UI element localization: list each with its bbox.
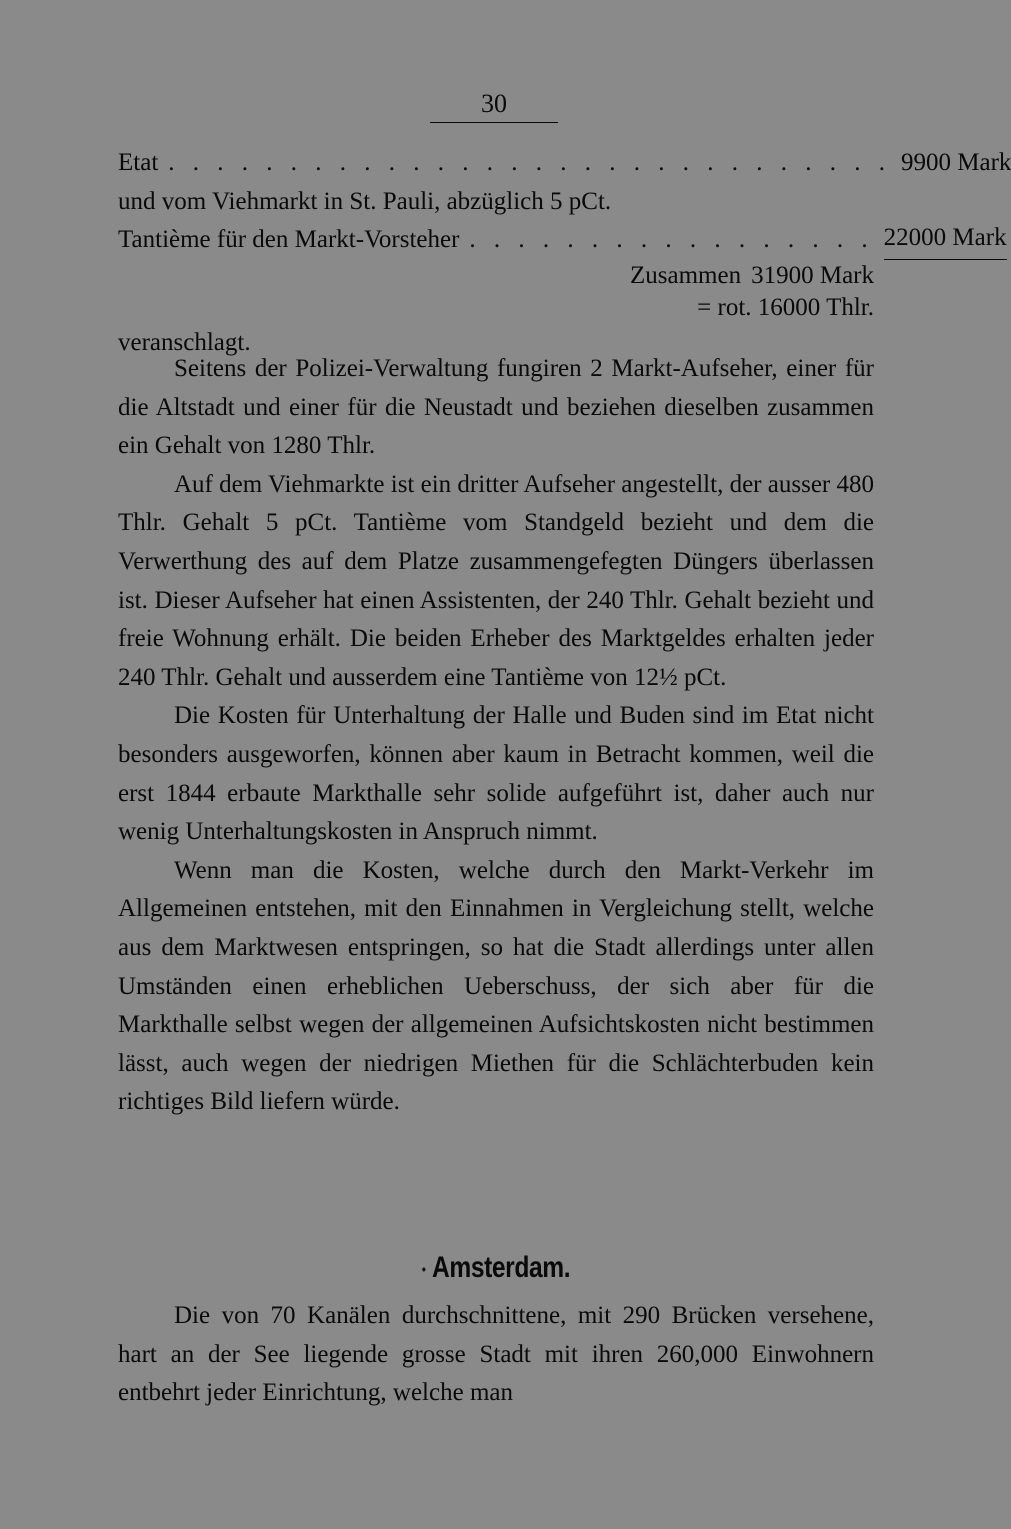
ledger-total-label: Zusammen bbox=[630, 261, 742, 289]
budget-ledger bbox=[118, 144, 1011, 362]
ledger-text-viehmarkt: und vom Viehmarkt in St. Pauli, abzüglich 5 pCt. bbox=[118, 187, 612, 215]
paragraph-amsterdam: Die von 70 Kanälen durchschnittene, mit 290 Brücken versehene, hart an der See liegende grosse Stadt mit ihren 260,000 Einwohnern entbehrt jeder Einrichtung, welche man bbox=[118, 1302, 874, 1407]
paragraph-kosten: Die Kosten für Unterhaltung der Halle und Buden sind im Etat nicht besonders ausgeworfen, können aber kaum in Betracht kommen, weil die erst 1844 erbaute Markthalle sehr solide aufgeführt ist, daher auch nur wenig Unterhaltungskosten in Anspruch nimmt. bbox=[118, 702, 874, 846]
book-page bbox=[118, 0, 1011, 1529]
ledger-row-converted bbox=[118, 292, 874, 324]
ledger-label-tantieme: Tantième für den Markt-Vorsteher bbox=[118, 226, 460, 254]
ledger-dot-leader: . . . . . . . . . . . . . . . . . . . . . . . . . . . . . . bbox=[168, 149, 892, 176]
ledger-row-total bbox=[118, 260, 874, 292]
ledger-label-etat: Etat bbox=[118, 149, 159, 176]
ledger-row-viehmarkt bbox=[118, 183, 874, 222]
section-heading-text: Amsterdam. bbox=[432, 1251, 571, 1284]
ledger-value-tantieme: 22000 Mark bbox=[884, 221, 1007, 260]
ledger-total-value: 31900 Mark bbox=[751, 261, 874, 289]
page-number: 30 bbox=[430, 86, 558, 123]
bullet-icon: • bbox=[421, 1261, 426, 1278]
section-amsterdam bbox=[118, 1240, 874, 1413]
paragraph-viehmarkt: Auf dem Viehmarkte ist ein dritter Aufseher angestellt, der ausser 480 Thlr. Gehalt 5 pCt. Tantième vom Standgeld bezieht und dem die Verwerthung des auf dem Platze zusammengefegten Düngers überlassen ist. Dieser Aufseher hat einen Assistenten, der 240 Thlr. Gehalt bezieht und freie Wohnung erhält. Die beiden Erheber des Marktgeldes erhalten jeder 240 Thlr. Gehalt und ausserdem eine Tantième von 12½ pCt. bbox=[118, 470, 874, 691]
ledger-row-tantieme bbox=[118, 221, 1007, 260]
ledger-dot-leader: . . . . . . . . . . . . . . . . . bbox=[469, 226, 874, 254]
ledger-value-etat: 9900 Mark bbox=[901, 149, 1011, 176]
body-text bbox=[118, 350, 874, 1122]
section-heading bbox=[186, 1240, 806, 1297]
ledger-converted-value: = rot. 16000 Thlr. bbox=[697, 293, 874, 321]
ledger-row-etat bbox=[118, 144, 1011, 183]
ledger-closing: veranschlagt. bbox=[118, 328, 251, 356]
paragraph-ueberschuss: Wenn man die Kosten, welche durch den Markt-Verkehr im Allgemeinen entstehen, mit den Einnahmen in Vergleichung stellt, welche aus dem Marktwesen entspringen, so hat die Stadt allerdings unter allen Umständen einen erheblichen Ueberschuss, der sich aber für die Markthalle selbst wegen der allgemeinen Aufsichtskosten nicht bestimmen lässt, auch wegen der niedrigen Miethen für die Schlächterbuden kein richtiges Bild liefern würde. bbox=[118, 856, 874, 1116]
paragraph-aufseher: Seitens der Polizei-Verwaltung fungiren 2 Markt-Aufseher, einer für die Altstadt und einer für die Neustadt und beziehen dieselben zusammen ein Gehalt von 1280 Thlr. bbox=[118, 355, 874, 460]
